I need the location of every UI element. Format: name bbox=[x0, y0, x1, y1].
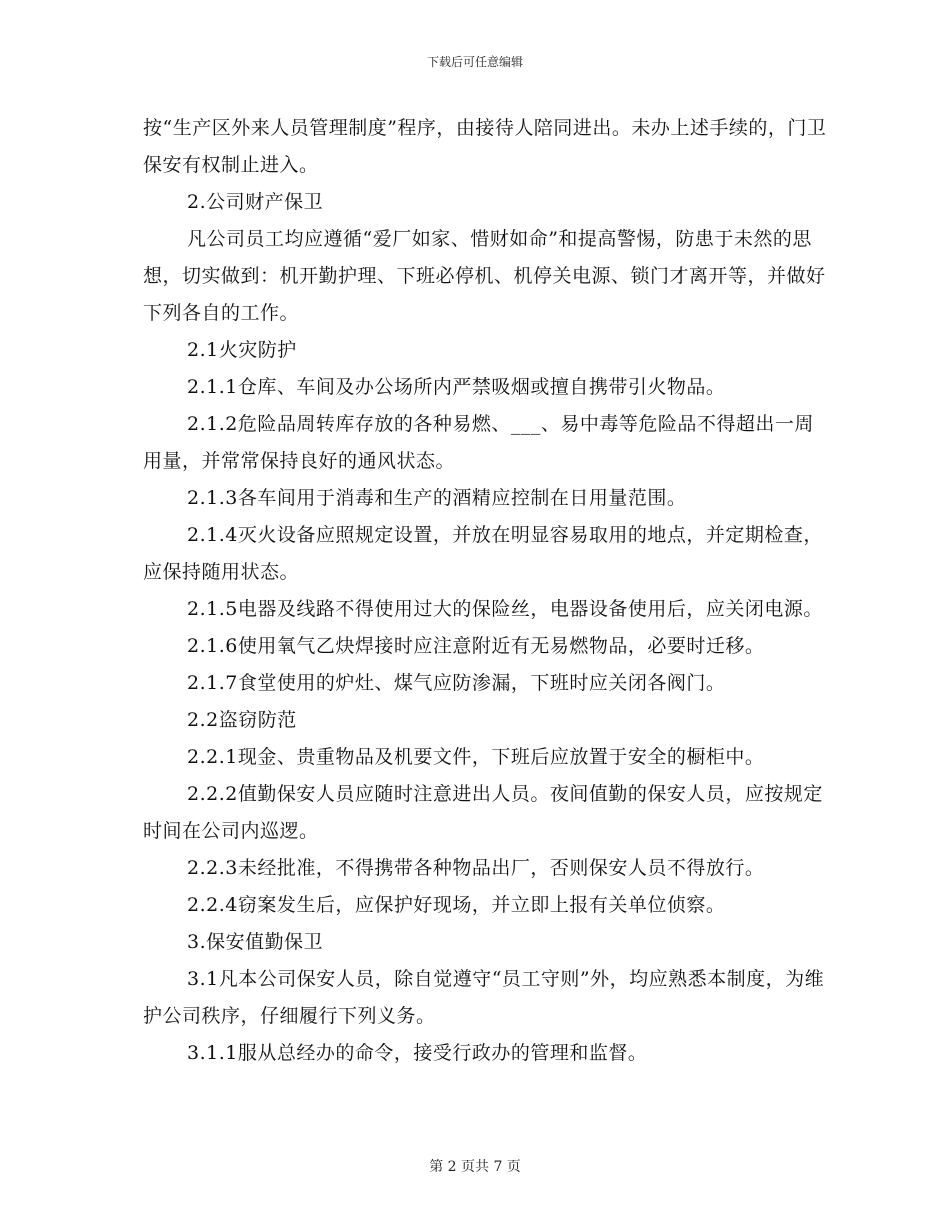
paragraph: 3.1.1服从总经办的命令，接受行政办的管理和监督。 bbox=[187, 1042, 648, 1064]
section-heading: 2.2盗窃防范 bbox=[187, 709, 297, 731]
paragraph: 2.1.1仓库、车间及办公场所内严禁吸烟或擅自携带引火物品。 bbox=[187, 376, 726, 398]
section-heading: 2.1火灾防护 bbox=[187, 339, 297, 361]
section-heading: 3.保安值勤保卫 bbox=[187, 931, 324, 953]
paragraph: 2.1.7食堂使用的炉灶、煤气应防渗漏，下班时应关闭各阀门。 bbox=[187, 672, 726, 694]
paragraph: 2.1.6使用氧气乙炔焊接时应注意附近有无易燃物品，必要时迁移。 bbox=[187, 635, 765, 657]
paragraph: 2.1.2危险品周转库存放的各种易燃、___、易中毒等危险品不得超出一周用量，并常常保持良好的通风状态。 bbox=[143, 413, 814, 472]
paragraph: 2.1.4灭火设备应照规定设置，并放在明显容易取用的地点，并定期检查，应保持随用状态。 bbox=[143, 524, 823, 583]
paragraph: 按“生产区外来人员管理制度”程序，由接待人陪同进出。未办上述手续的，门卫保安有权制止进入。 bbox=[143, 117, 827, 176]
paragraph: 2.1.3各车间用于消毒和生产的酒精应控制在日用量范围。 bbox=[187, 487, 687, 509]
page-footer: 第 2 页共 7 页 bbox=[429, 1159, 521, 1175]
paragraph: 2.2.3未经批准，不得携带各种物品出厂，否则保安人员不得放行。 bbox=[187, 857, 765, 879]
paragraph: 2.1.5电器及线路不得使用过大的保险丝，电器设备使用后，应关闭电源。 bbox=[187, 598, 823, 620]
paragraph: 2.2.1现金、贵重物品及机要文件，下班后应放置于安全的橱柜中。 bbox=[187, 746, 765, 768]
paragraph: 2.2.4窃案发生后，应保护好现场，并立即上报有关单位侦察。 bbox=[187, 894, 726, 916]
paragraph: 3.1凡本公司保安人员，除自觉遵守“员工守则”外，均应熟悉本制度，为维护公司秩序，仔细履行下列义务。 bbox=[143, 968, 825, 1027]
paragraph: 2.2.2值勤保安人员应随时注意进出人员。夜间值勤的保安人员，应按规定时间在公司内巡逻。 bbox=[143, 783, 823, 842]
document-body bbox=[143, 110, 833, 1072]
paragraph: 凡公司员工均应遵循“爱厂如家、惜财如命”和提高警惕，防患于未然的思想，切实做到：机开勤护理、下班必停机、机停关电源、锁门才离开等，并做好下列各自的工作。 bbox=[143, 228, 826, 324]
section-heading: 2.公司财产保卫 bbox=[187, 191, 324, 213]
page-header: 下载后可任意编辑 bbox=[426, 55, 523, 69]
